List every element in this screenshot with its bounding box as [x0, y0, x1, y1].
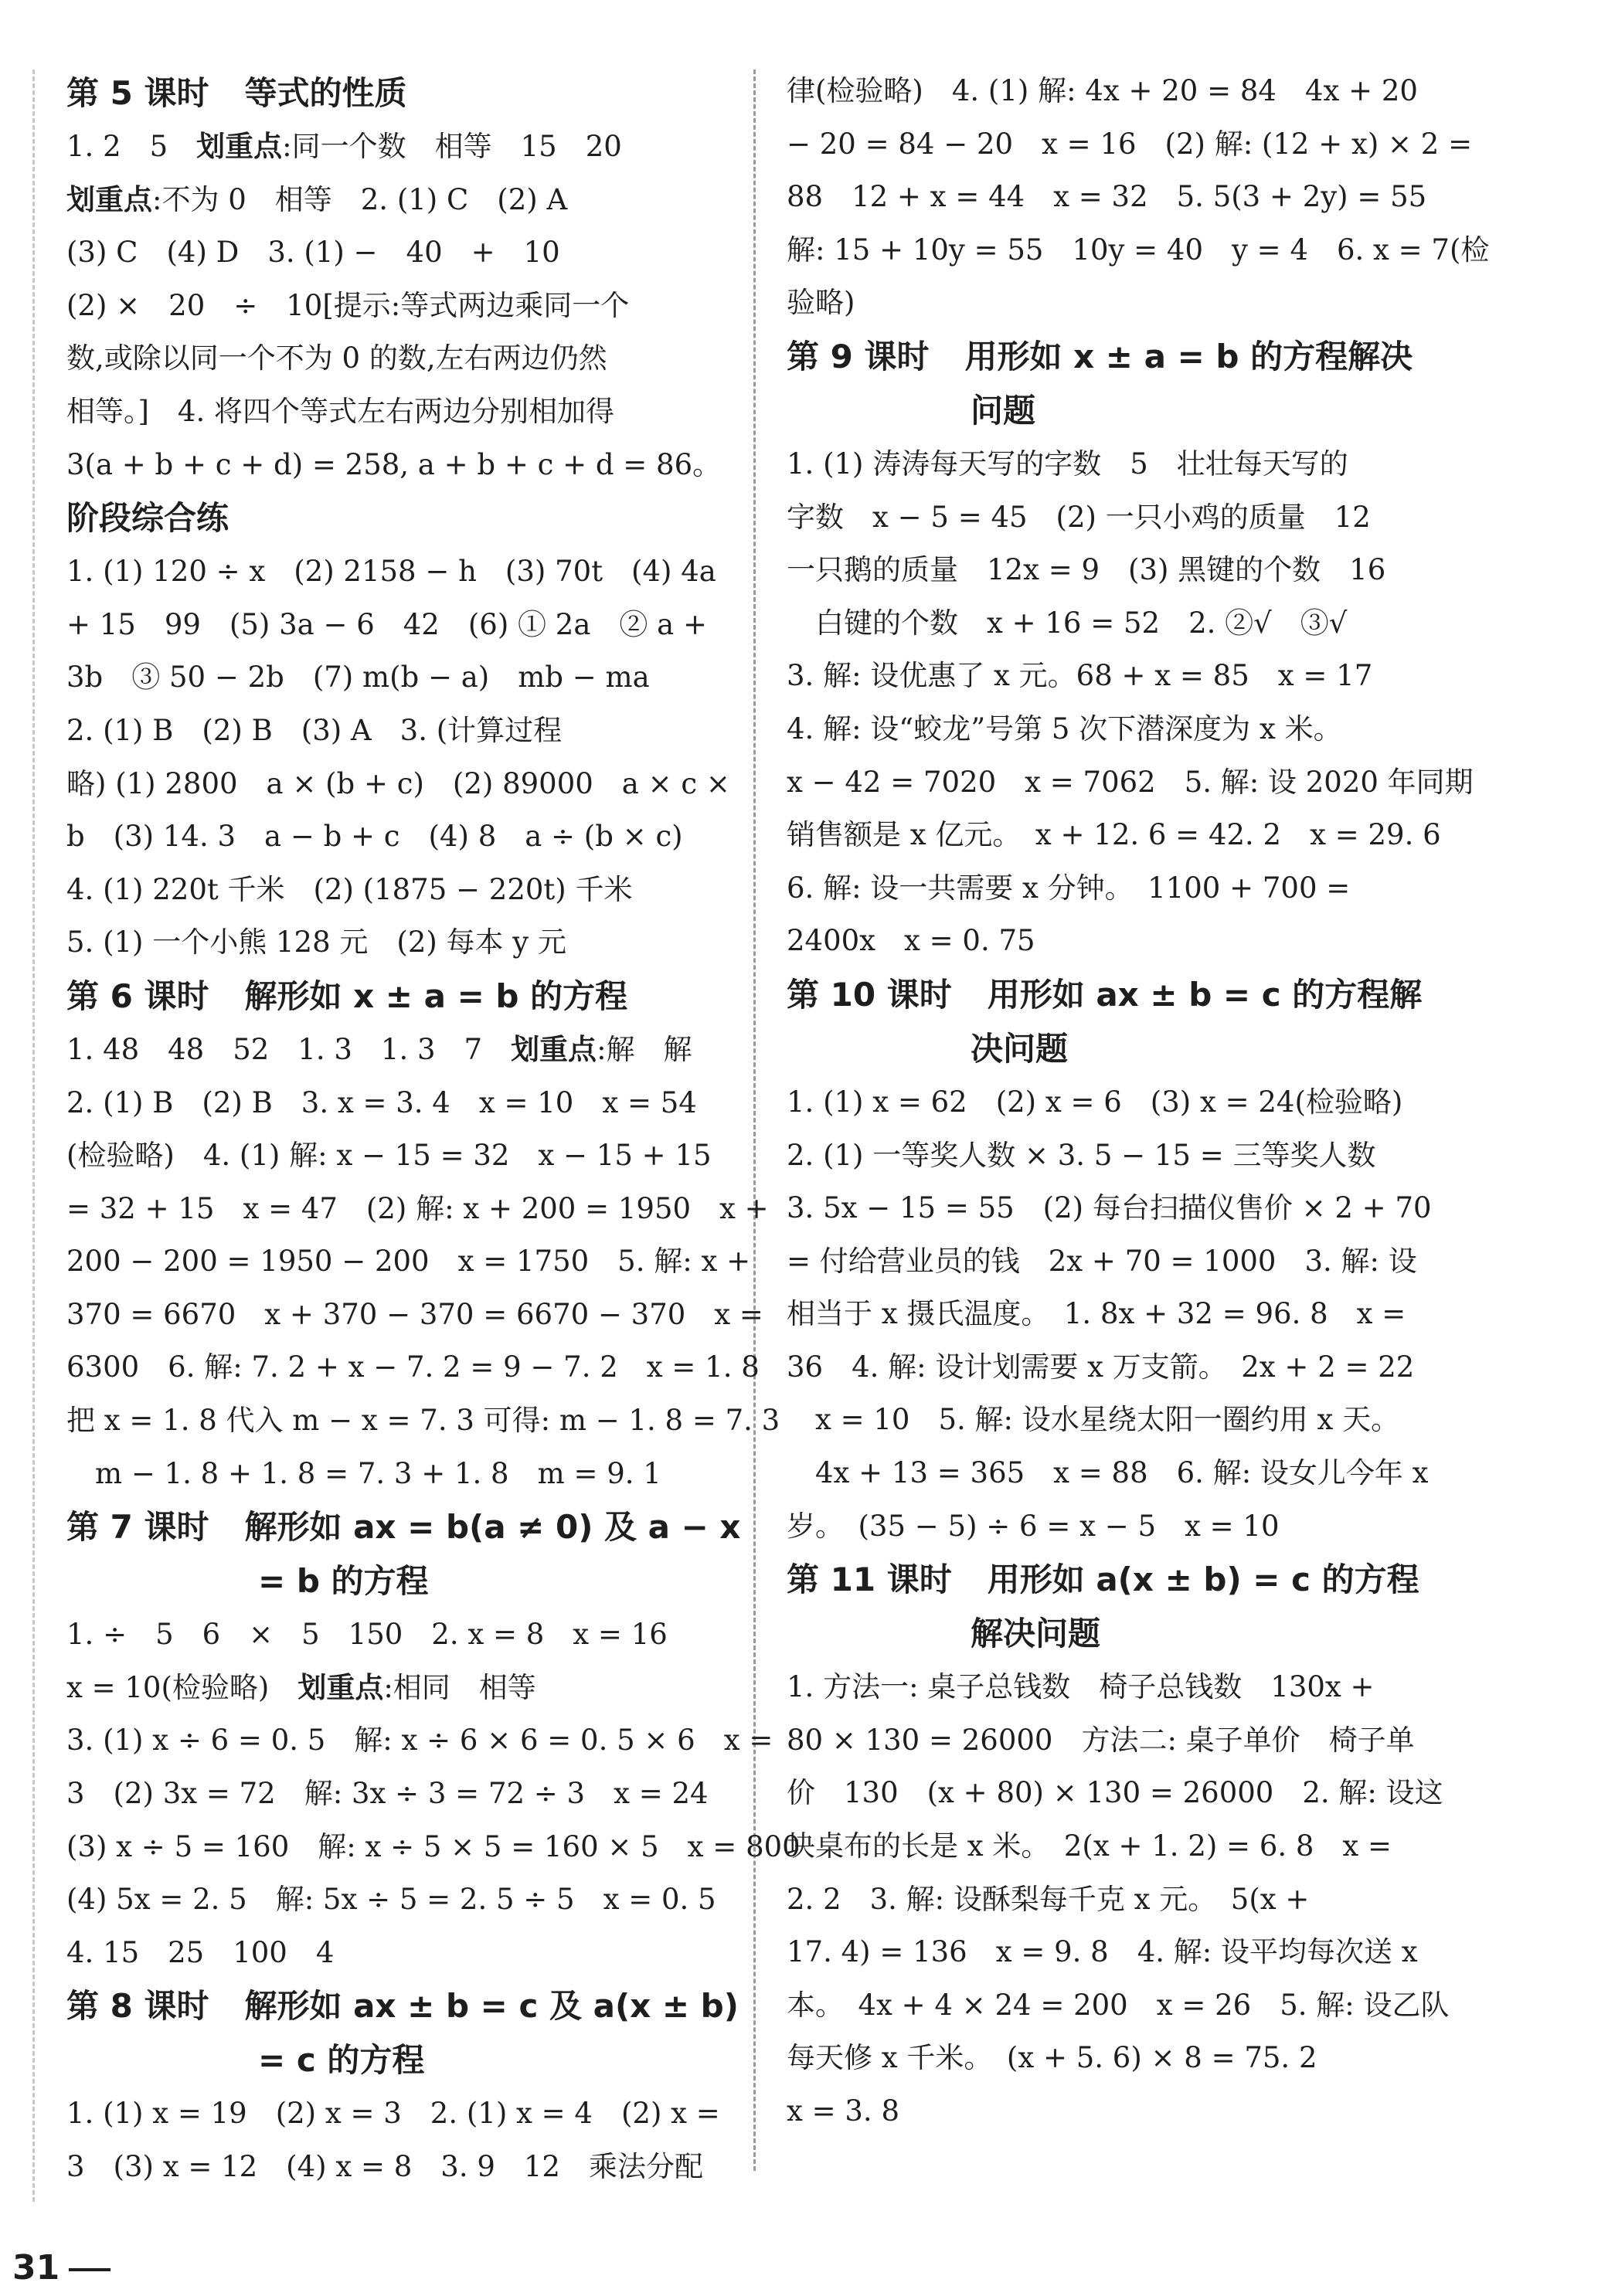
answer-line [66, 1235, 751, 1289]
page-number: 31 [12, 2248, 60, 2288]
lesson-title: 阶段综合练 [66, 499, 229, 538]
answer-text: 370 = 6670 x + 370 − 370 = 6670 − 370 x = [66, 1297, 763, 1331]
lesson-title: 解形如 ax = b(a ≠ 0) 及 a − x [244, 1508, 741, 1547]
answer-text: 3b ③ 50 − 2b (7) m(b − a) mb − ma [66, 661, 650, 695]
answer-text: x = 3. 8 [787, 2094, 899, 2128]
answer-line [787, 809, 1443, 862]
lesson-title: 等式的性质 [244, 74, 407, 112]
answer-line [66, 810, 716, 864]
answer-line [66, 599, 716, 652]
answer-line [787, 544, 1443, 597]
answer-line [787, 1926, 1443, 1979]
answer-text: 1. (1) 涛涛每天写的字数 5 壮壮每天写的 [787, 447, 1348, 481]
answer-text: 200 − 200 = 1950 − 200 x = 1750 5. 解: x + [66, 1245, 751, 1279]
answer-text: 1. 2 5 [66, 130, 197, 163]
answer-line [787, 1341, 1443, 1394]
answer-text: 2400x x = 0. 75 [787, 924, 1035, 958]
answer-text: 1. 48 48 52 1. 3 1. 3 7 [66, 1032, 512, 1066]
answer-line [66, 1927, 716, 1980]
lesson-heading [787, 1553, 1443, 1607]
answer-line [787, 118, 1473, 172]
answer-text: 3. 5x − 15 = 55 (2) 每台扫描仪售价 × 2 + 70 [787, 1191, 1432, 1225]
lesson-title: 用形如 ax ± b = c 的方程解 [987, 975, 1423, 1014]
lesson-heading [787, 1607, 1443, 1661]
answer-text: 白键的个数 x + 16 = 52 2. ②√ ③√ [787, 606, 1348, 640]
lesson-heading [66, 66, 716, 121]
answer-line [787, 277, 1443, 330]
answer-text: :不为 0 相等 2. (1) C (2) A [152, 182, 568, 216]
answer-line [787, 1394, 1443, 1447]
answer-text: :同一个数 相等 15 20 [282, 130, 622, 163]
answer-text: b (3) 14. 3 a − b + c (4) 8 a ÷ (b × c) [66, 820, 683, 854]
answer-line [787, 1979, 1450, 2033]
lesson-heading [66, 1979, 739, 2033]
lesson-number: 第 6 课时 [66, 976, 209, 1015]
answer-line [787, 703, 1443, 756]
answer-column-left [66, 66, 801, 2194]
lesson-number: 第 8 课时 [66, 1987, 209, 2026]
answer-line [66, 864, 716, 917]
answer-text: 3. (1) x ÷ 6 = 0. 5 解: x ÷ 6 × 6 = 0. 5 × 6 x = [66, 1724, 773, 1758]
answer-text: (3) x ÷ 5 = 160 解: x ÷ 5 × 5 = 160 × 5 x = 800 [66, 1829, 801, 1863]
answer-line [787, 1288, 1443, 1341]
answer-text: 价 130 (x + 80) × 130 = 26000 2. 解: 设这 [787, 1776, 1443, 1810]
answer-line [787, 597, 1443, 650]
answer-line [66, 121, 716, 174]
lesson-heading [787, 330, 1443, 384]
key-point-label: 划重点 [196, 130, 283, 163]
answer-line [787, 915, 1443, 968]
answer-text: 17. 4) = 136 x = 9. 8 4. 解: 设平均每次送 x [787, 1935, 1418, 1969]
lesson-number: 第 11 课时 [787, 1561, 952, 1599]
lesson-title: 用形如 x ± a = b 的方程解决 [964, 337, 1413, 375]
answer-line [66, 1714, 773, 1768]
answer-line [66, 385, 716, 439]
answer-text: 把 x = 1. 8 代入 m − x = 7. 3 可得: m − 1. 8 = 7. 3 [66, 1404, 780, 1438]
answer-text: = 32 + 15 x = 47 (2) 解: x + 200 = 1950 x + [66, 1191, 769, 1225]
answer-text: 解: 15 + 10y = 55 10y = 40 y = 4 6. x = 7(检 [787, 233, 1490, 267]
answer-text: 4. (1) 220t 千米 (2) (1875 − 220t) 千米 [66, 872, 633, 906]
answer-line [787, 1661, 1443, 1714]
lesson-number: 第 10 课时 [787, 975, 952, 1014]
answer-text: 4. 15 25 100 4 [66, 1935, 335, 1969]
answer-line [787, 1076, 1443, 1129]
answer-text: 6. 解: 设一共需要 x 分钟。 1100 + 700 = [787, 871, 1351, 905]
answer-text: (2) × 20 ÷ 10[提示:等式两边乘同一个 [66, 288, 630, 322]
answer-text: (3) C (4) D 3. (1) − 40 + 10 [66, 236, 560, 270]
lesson-title: 解形如 x ± a = b 的方程 [244, 976, 628, 1015]
key-point-label: 划重点 [511, 1032, 597, 1066]
answer-line [66, 1821, 801, 1874]
answer-text: 3 (2) 3x = 72 解: 3x ÷ 3 = 72 ÷ 3 x = 24 [66, 1777, 709, 1811]
answer-text: 律(检验略) 4. (1) 解: 4x + 20 = 84 4x + 20 [787, 74, 1418, 107]
answer-text: 80 × 130 = 26000 方法二: 桌子单价 椅子单 [787, 1723, 1415, 1757]
answer-line [66, 1341, 760, 1394]
answer-text: 2. (1) B (2) B 3. x = 3. 4 x = 10 x = 54 [66, 1085, 697, 1119]
answer-line [787, 65, 1443, 118]
answer-line [66, 2087, 720, 2141]
answer-line [66, 1129, 716, 1183]
answer-text: 块桌布的长是 x 米。 2(x + 1. 2) = 6. 8 x = [787, 1829, 1392, 1863]
lesson-number: 第 9 课时 [787, 337, 930, 375]
answer-column-right [787, 65, 1490, 2138]
answer-line [66, 1608, 716, 1662]
answer-line [787, 1235, 1443, 1289]
lesson-heading [66, 2033, 716, 2087]
answer-line [66, 2141, 716, 2194]
answer-line [66, 1024, 716, 1077]
key-point-label: 划重点 [66, 182, 152, 216]
answer-text: 字数 x − 5 = 45 (2) 一只小鸡的质量 12 [787, 500, 1371, 534]
answer-text: 每天修 x 千米。 (x + 5. 6) × 8 = 75. 2 [787, 2041, 1317, 2075]
lesson-title: 解决问题 [971, 1615, 1101, 1653]
answer-line [787, 1767, 1443, 1820]
answer-text: (检验略) 4. (1) 解: x − 15 = 32 x − 15 + 15 [66, 1139, 712, 1173]
answer-line [787, 650, 1443, 703]
lesson-title: 决问题 [971, 1029, 1069, 1068]
answer-text: 5. (1) 一个小熊 128 元 (2) 每本 y 元 [66, 926, 566, 959]
answer-text: 2. 2 3. 解: 设酥梨每千克 x 元。 5(x + [787, 1882, 1310, 1916]
answer-text: 88 12 + x = 44 x = 32 5. 5(3 + 2y) = 55 [787, 180, 1427, 214]
answer-text: 验略) [787, 286, 855, 320]
answer-line [787, 2085, 1443, 2138]
answer-text: x = 10 5. 解: 设水星绕太阳一圈约用 x 天。 [787, 1403, 1400, 1437]
lesson-heading [787, 1022, 1443, 1076]
answer-text: m − 1. 8 + 1. 8 = 7. 3 + 1. 8 m = 9. 1 [66, 1456, 661, 1490]
answer-line [787, 1182, 1443, 1235]
answer-line [787, 438, 1443, 491]
answer-text: 2. (1) 一等奖人数 × 3. 5 − 15 = 三等奖人数 [787, 1138, 1376, 1172]
footer-dash [69, 2268, 110, 2271]
answer-line [66, 705, 716, 758]
answer-text: 一只鹅的质量 12x = 9 (3) 黑键的个数 16 [787, 553, 1386, 587]
answer-text: 4. 解: 设“蛟龙”号第 5 次下潜深度为 x 米。 [787, 712, 1342, 746]
answer-text: 2. (1) B (2) B (3) A 3. (计算过程 [66, 713, 563, 747]
lesson-title: = c 的方程 [258, 2041, 425, 2080]
answer-line [66, 174, 716, 227]
answer-line [787, 2032, 1443, 2085]
answer-line [66, 758, 730, 811]
answer-line [66, 332, 716, 385]
answer-line [66, 1873, 716, 1927]
lesson-heading [787, 968, 1443, 1022]
answer-text: 1. (1) 120 ÷ x (2) 2158 − h (3) 70t (4) 4a [66, 555, 716, 589]
lesson-title: 问题 [971, 391, 1036, 430]
answer-line [66, 1289, 763, 1342]
answer-line [787, 1714, 1443, 1768]
answer-line [787, 171, 1443, 224]
answer-line [66, 226, 716, 280]
answer-line [66, 1768, 716, 1821]
answer-line [787, 1500, 1443, 1554]
answer-text: 36 4. 解: 设计划需要 x 万支箭。 2x + 2 = 22 [787, 1350, 1415, 1384]
lesson-heading [66, 1554, 716, 1608]
answer-line [787, 1129, 1443, 1183]
answer-text: :相同 相等 [383, 1670, 536, 1704]
lesson-title: = b 的方程 [258, 1562, 429, 1601]
answer-text: 略) (1) 2800 a × (b + c) (2) 89000 a × c × [66, 766, 730, 800]
lesson-heading [66, 1500, 741, 1554]
answer-line [66, 916, 716, 970]
answer-text: (4) 5x = 2. 5 解: 5x ÷ 5 = 2. 5 ÷ 5 x = 0. 5 [66, 1883, 716, 1917]
lesson-number: 第 5 课时 [66, 74, 209, 112]
answer-line [66, 439, 722, 492]
answer-line [787, 1873, 1443, 1927]
lesson-heading [66, 970, 716, 1024]
answer-text: 数,或除以同一个不为 0 的数,左右两边仍然 [66, 341, 607, 375]
answer-line [787, 862, 1443, 915]
answer-text: 3(a + b + c + d) = 258, a + b + c + d = 86。 [66, 447, 722, 481]
lesson-title: 用形如 a(x ± b) = c 的方程 [987, 1561, 1419, 1599]
answer-line [787, 224, 1490, 277]
answer-text: 3. 解: 设优惠了 x 元。68 + x = 85 x = 17 [787, 659, 1373, 693]
answer-text: = 付给营业员的钱 2x + 70 = 1000 3. 解: 设 [787, 1244, 1417, 1278]
answer-text: 3 (3) x = 12 (4) x = 8 3. 9 12 乘法分配 [66, 2150, 703, 2183]
answer-text: 相当于 x 摄氏温度。 1. 8x + 32 = 96. 8 x = [787, 1297, 1406, 1331]
answer-text: 本。 4x + 4 × 24 = 200 x = 26 5. 解: 设乙队 [787, 1988, 1450, 2022]
margin-line [32, 70, 35, 2202]
answer-line [787, 1447, 1443, 1500]
key-point-label: 划重点 [297, 1670, 384, 1704]
answer-text: 1. (1) x = 62 (2) x = 6 (3) x = 24(检验略) [787, 1085, 1403, 1119]
answer-text: 销售额是 x 亿元。 x + 12. 6 = 42. 2 x = 29. 6 [787, 818, 1441, 852]
answer-text: + 15 99 (5) 3a − 6 42 (6) ① 2a ② a + [66, 607, 707, 641]
answer-line [66, 1662, 716, 1715]
lesson-title: 解形如 ax ± b = c 及 a(x ± b) [244, 1987, 739, 2026]
lesson-heading [787, 384, 1443, 438]
answer-line [66, 1448, 716, 1501]
answer-line [787, 1820, 1443, 1873]
answer-text: :解 解 [597, 1032, 692, 1066]
answer-line [66, 280, 716, 333]
answer-line [66, 1394, 780, 1448]
page-footer [12, 2248, 110, 2288]
answer-line [66, 651, 716, 705]
lesson-heading [66, 491, 716, 545]
answer-line [66, 545, 716, 599]
answer-line [787, 491, 1443, 545]
answer-line [66, 1183, 769, 1236]
answer-text: 1. (1) x = 19 (2) x = 3 2. (1) x = 4 (2) x = [66, 2097, 720, 2131]
answer-line [66, 1077, 716, 1130]
answer-text: 6300 6. 解: 7. 2 + x − 7. 2 = 9 − 7. 2 x = 1. 8 [66, 1350, 760, 1384]
answer-text: x = 10(检验略) [66, 1670, 298, 1704]
answer-text: x − 42 = 7020 x = 7062 5. 解: 设 2020 年同期 [787, 765, 1474, 799]
answer-text: 1. 方法一: 桌子总钱数 椅子总钱数 130x + [787, 1670, 1375, 1704]
answer-text: − 20 = 84 − 20 x = 16 (2) 解: (12 + x) × 2 = [787, 127, 1473, 161]
answer-text: 岁。 (35 − 5) ÷ 6 = x − 5 x = 10 [787, 1509, 1280, 1543]
answer-text: 4x + 13 = 365 x = 88 6. 解: 设女儿今年 x [787, 1456, 1429, 1490]
answer-text: 相等。] 4. 将四个等式左右两边分别相加得 [66, 394, 614, 428]
lesson-number: 第 7 课时 [66, 1508, 209, 1547]
answer-line [787, 756, 1474, 810]
answer-text: 1. ÷ 5 6 × 5 150 2. x = 8 x = 16 [66, 1618, 668, 1652]
